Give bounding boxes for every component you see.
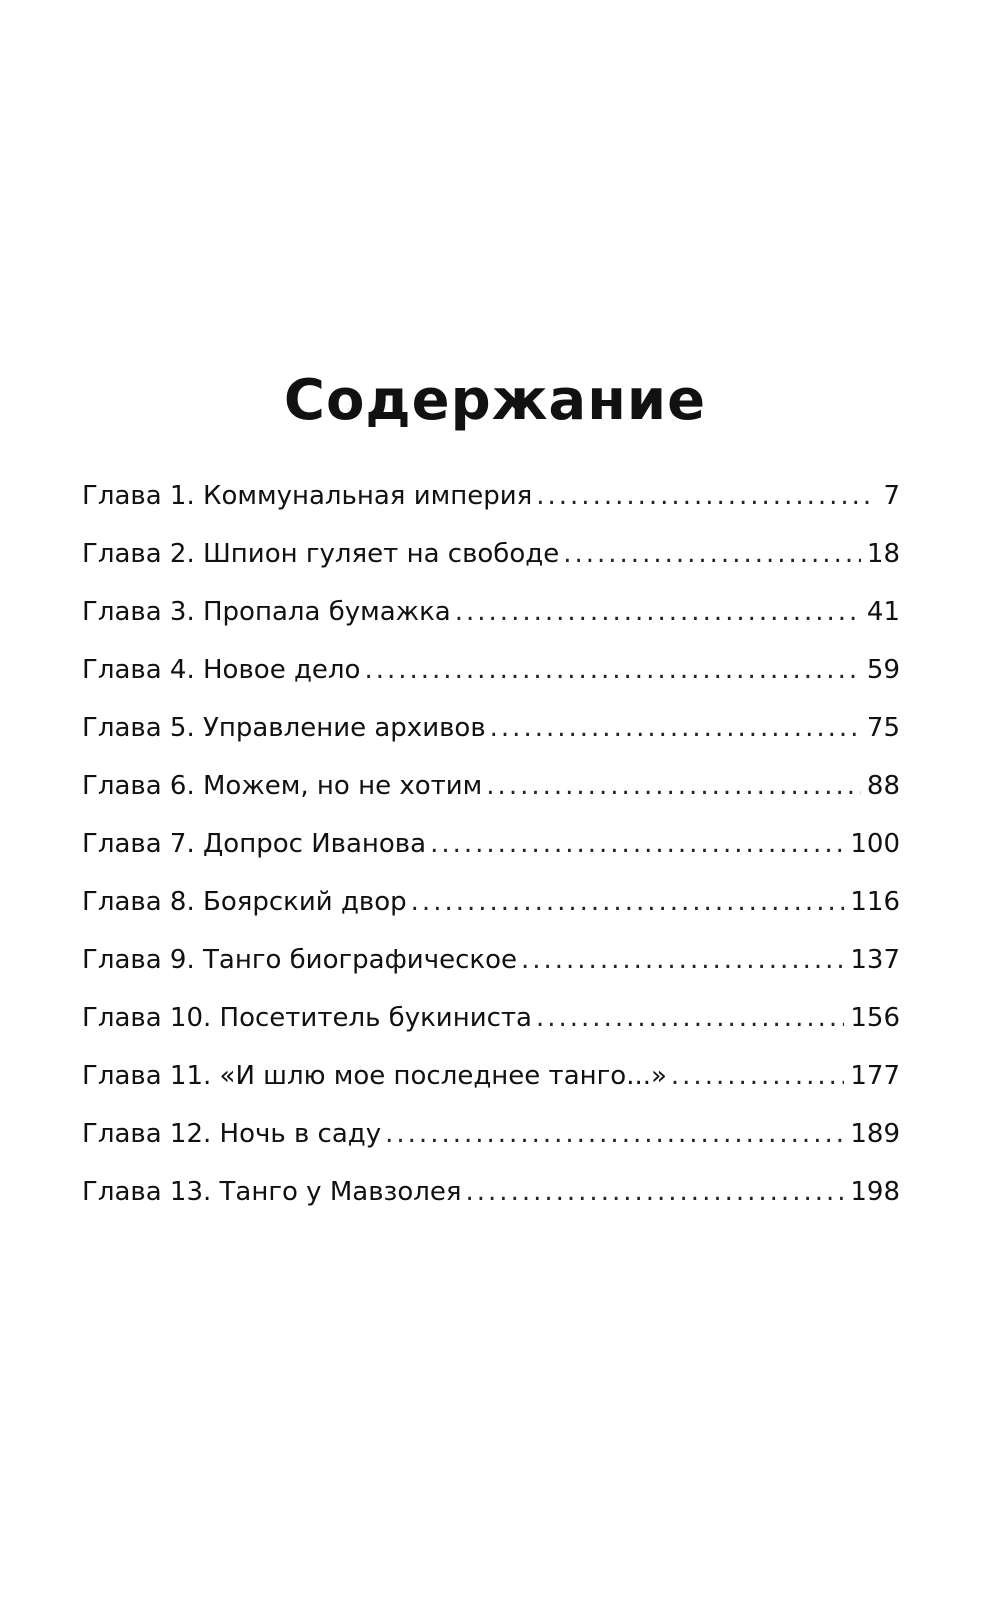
toc-entry <box>82 1054 900 1112</box>
toc-entry <box>82 474 900 532</box>
toc-entry <box>82 532 900 590</box>
toc-entry-title: Глава 7. Допрос Иванова <box>82 829 427 859</box>
toc-entry-title: Глава 10. Посетитель букиниста <box>82 1003 532 1033</box>
dot-leader <box>521 938 844 982</box>
toc-page-number: 75 <box>866 713 900 743</box>
toc-entry-title: Глава 2. Шпион гуляет на свободе <box>82 539 560 569</box>
toc-entry <box>82 938 900 996</box>
toc-page-number: 100 <box>850 829 900 859</box>
toc-page-number: 41 <box>866 597 900 627</box>
toc-entry-title: Глава 5. Управление архивов <box>82 713 486 743</box>
toc-page-number: 116 <box>850 887 900 917</box>
toc-page-number: 18 <box>866 539 900 569</box>
page-title: Содержание <box>283 367 707 433</box>
dot-leader <box>364 648 860 692</box>
toc-page-number: 177 <box>850 1061 900 1091</box>
dot-leader <box>671 1054 844 1098</box>
toc-entry <box>82 590 900 648</box>
dot-leader <box>411 880 845 924</box>
toc-page-number: 137 <box>850 945 900 975</box>
dot-leader <box>490 706 861 750</box>
toc-entry-title: Глава 8. Боярский двор <box>82 887 407 917</box>
toc-entry-title: Глава 12. Ночь в саду <box>82 1119 382 1149</box>
toc-entry-title: Глава 1. Коммунальная империя <box>82 481 533 511</box>
toc-page-number: 7 <box>883 481 900 511</box>
toc-entry <box>82 764 900 822</box>
toc-entry-title: Глава 9. Танго биографическое <box>82 945 517 975</box>
toc-entry <box>82 880 900 938</box>
dot-leader <box>486 764 861 808</box>
toc-page-number: 88 <box>866 771 900 801</box>
dot-leader <box>385 1112 844 1156</box>
toc-entry-title: Глава 11. «И шлю мое последнее танго...» <box>82 1061 667 1091</box>
toc-page-number: 59 <box>866 655 900 685</box>
toc-page-number: 189 <box>850 1119 900 1149</box>
dot-leader <box>563 532 861 576</box>
toc-page-number: 156 <box>850 1003 900 1033</box>
toc-entry-title: Глава 13. Танго у Мавзолея <box>82 1177 462 1207</box>
dot-leader <box>536 996 844 1040</box>
dot-leader <box>455 590 861 634</box>
dot-leader <box>430 822 844 866</box>
toc-entry <box>82 1170 900 1228</box>
toc-entry <box>82 822 900 880</box>
toc-entry <box>82 996 900 1054</box>
toc-entry-title: Глава 3. Пропала бумажка <box>82 597 451 627</box>
toc-page-number: 198 <box>850 1177 900 1207</box>
toc-entry <box>82 706 900 764</box>
table-of-contents <box>82 474 900 1228</box>
dot-leader <box>466 1170 845 1214</box>
toc-entry <box>82 1112 900 1170</box>
dot-leader <box>536 474 877 518</box>
toc-entry-title: Глава 6. Можем, но не хотим <box>82 771 483 801</box>
toc-entry-title: Глава 4. Новое дело <box>82 655 361 685</box>
toc-entry <box>82 648 900 706</box>
